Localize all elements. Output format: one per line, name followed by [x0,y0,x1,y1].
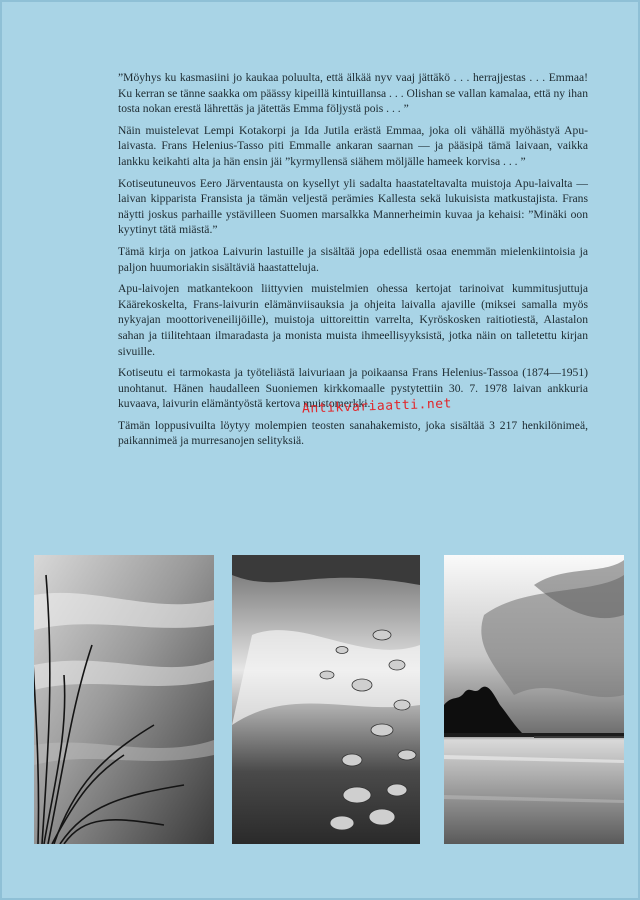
photo-lake-island [444,555,624,844]
paragraph-emma: Näin muistelevat Lempi Kotakorpi ja Ida Jutila erästä Emmaa, joka oli vähällä myöhästyä Apu-laivasta. Frans Helenius-Tasso piti Emmalle ankaran saarnan — ja pääsipä tämä laivaan, vaikka lankku keikahti alta ja hän ensin jäi ”kyrmyllensä siähem möljälle hameek korvisa . . . ” [118,123,588,168]
watermark-text: Antikvariaatti.net [301,396,453,417]
paragraph-memorial: Kotiseutu ei tarmokasta ja työteliästä laivuriaan ja poikaansa Frans Helenius-Tassoa (1874—1951) unohtanut. Hänen haudalleen Suoniemen kirkkomaalle pystytettiin 30. 7. 1978 laivan ankkuria kuvaava, laivurin elämäntyöstä kertova muistomerkki. [118,366,588,411]
paragraph-index: Tämän loppusivuilta löytyy molempien teosten sanahakemisto, joka sisältää 3 217 henkilönimeä, paikannimeä ja murresanojen selityksiä. [118,418,588,448]
paragraph-interviews: Kotiseutuneuvos Eero Järventausta on kysellyt yli sadalta haastateltavalta muistoja Apu-laivalta — laivan kipparista Fransista ja tämän veljestä perämies Kallesta sekä lukuisista matkustajista. Frans näytti joskus parhaille ystävilleen Suomen marsalkka Mannerheimin kuvaa ja kehaisi: ”Minäki oon kyytinyt tätä miästä.” [118,176,588,237]
paragraph-quote: ”Möyhys ku kasmasiini jo kaukaa poluulta, että älkää nyv vaaj jättäkö . . . herrajjestas . . . Emmaa! Ku kerran se tänne saakka om päässy kipeillä kintuillansa . . . Olishan se vallan kamalaa, että ny ihan tosta nokan erestä lährettäs ja jätettäs Emma följystä pois . . . ” [118,71,588,116]
paragraph-contents: Apu-laivojen matkantekoon liittyvien muistelmien ohessa kertojat tarinoivat kummitusjuttuja Käärekoskelta, Frans-laivurin elämänviisauksia ja ohjeita laivalla ajaville (miksei samalla myös nykyajan moottoriveneilijöille), muistoja uittoreittin varrelta, Kyröskosken raitiotiestä, Alastalon sahan ja tiilitehtaan ilmaradasta ja monista muista ihmeellisyyksistä, jotka näin on talletettu kirjan sivuille. [118,282,588,358]
back-cover-text [118,70,588,455]
paragraph-continuation: Tämä kirja on jatkoa Laivurin lastuille ja sisältää jopa edellistä osaa enemmän mielenkiintoisia ja paljon huumoriakin sisältäviä haastatteluja. [118,244,588,274]
photo-reeds [34,555,214,844]
photo-water-lilies [232,555,420,844]
